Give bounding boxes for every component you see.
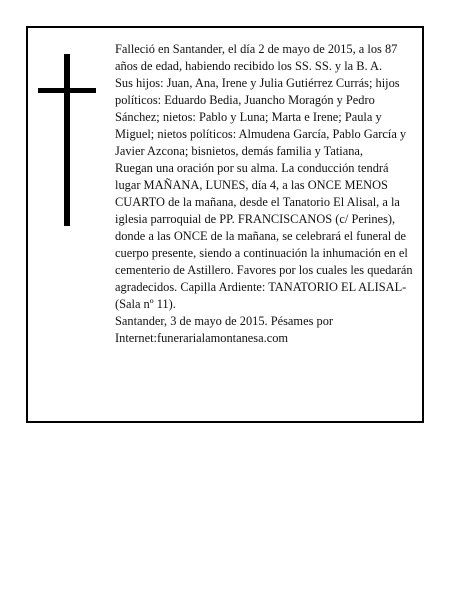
cross-icon	[38, 54, 96, 226]
dateline-condolences: Santander, 3 de mayo de 2015. Pésames por Internet:funerarialamontanesa.com	[115, 314, 334, 345]
cross-horizontal-bar	[38, 88, 96, 93]
obituary-notice	[26, 26, 424, 423]
death-announcement: Falleció en Santander, el día 2 de mayo de 2015, a los 87 años de edad, habiendo recibido los SS. SS. y la B. A.	[115, 42, 398, 73]
notice-text	[115, 41, 413, 347]
family-list: Sus hijos: Juan, Ana, Irene y Julia Gutiérrez Currás; hijos políticos: Eduardo Bedia, Juancho Moragón y Pedro Sánchez; nietos: Pablo y Luna; Marta e Irene; Paula y Miguel; nietos políticos: Almudena García, Pablo García y Javier Azcona; bisnietos, demás familia y Tatiana,	[115, 76, 407, 158]
funeral-details: Ruegan una oración por su alma. La conducción tendrá lugar MAÑANA, LUNES, día 4, a las ONCE MENOS CUARTO de la mañana, desde el Tanatorio El Alisal, a la iglesia parroquial de PP. FRANCISCANOS (c/ Perines), donde a las ONCE de la mañana, se celebrará el funeral de cuerpo presente, siendo a continuación la inhumación en el cementerio de Astillero. Favores por los cuales les quedarán agradecidos. Capilla Ardiente: TANATORIO EL ALISAL-(Sala nº 11).	[115, 161, 413, 311]
cross-vertical-bar	[64, 54, 70, 226]
